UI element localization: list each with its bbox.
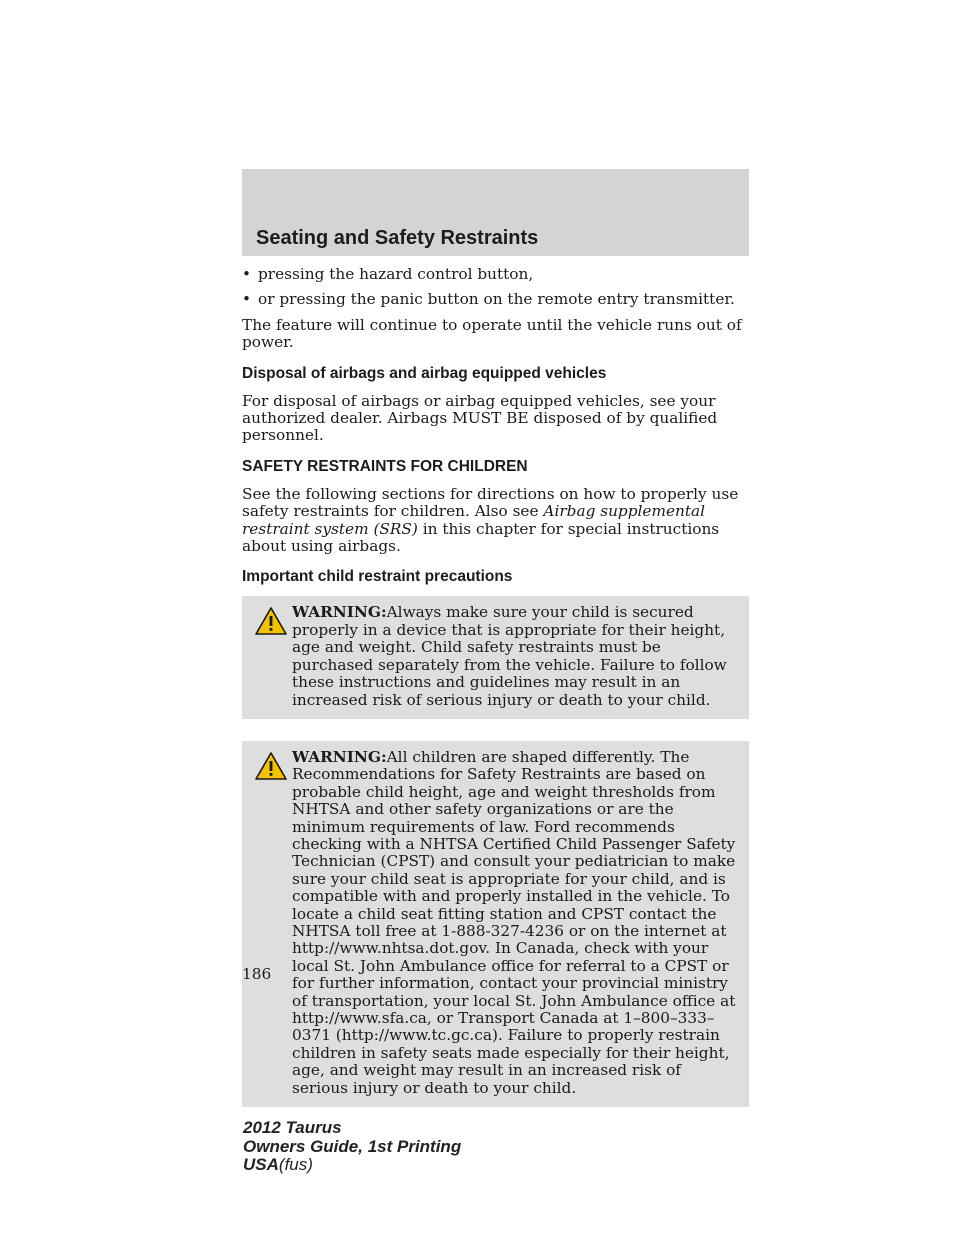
- disposal-paragraph: For disposal of airbags or airbag equipped vehicles, see your authorized dealer. Airbags MUST BE disposed of by qualified personnel.: [242, 391, 718, 445]
- child-restraints-text-start: See the following sections for directions on how to properly use safety restraints for children. Also see: [242, 484, 739, 521]
- bullet-item: [242, 266, 749, 283]
- bullet-text: or pressing the panic button on the remote entry transmitter.: [258, 290, 735, 309]
- warning-triangle-icon: [254, 606, 288, 636]
- section-title: Seating and Safety Restraints: [256, 227, 539, 249]
- bullet-text: pressing the hazard control button,: [258, 265, 534, 283]
- child-restraints-text-end: in this chapter for special instructions about using airbags.: [242, 519, 720, 556]
- warning-label: WARNING:: [292, 747, 387, 766]
- bullet-mark: •: [242, 290, 252, 309]
- footer-model: 2012 Taurus: [243, 1118, 342, 1137]
- disposal-heading: Disposal of airbags and airbag equipped vehicles: [242, 364, 607, 382]
- footer-market-main: USA: [243, 1155, 279, 1174]
- warning-text: [242, 749, 741, 1097]
- warning-box: [242, 596, 749, 718]
- footer-market-suffix: (fus): [278, 1155, 313, 1174]
- footer-guide: Owners Guide, 1st Printing: [243, 1136, 462, 1156]
- warning-body: All children are shaped differently. The Recommendations for Safety Restraints are based on probable child height, age and weight thresholds from NHTSA and other safety organizations or are the minimum requirements of law. Ford recommends checking with a NHTSA Certified Child Passenger Safety Technician (CPST) and consult your pediatrician to make sure your child seat is appropriate for your child, and is compatible with and properly installed in the vehicle. To locate a child seat fitting station and CPST contact the NHTSA toll free at 1-888-327-4236 or on the internet at http://www.nhtsa.dot.gov. In Canada, check with your local St. John Ambulance office for referral to a CPST or for further information, contact your provincial ministry of transportation, your local St. John Ambulance office at http://www.sfa.ca, or Transport Canada at 1–800–333–0371 (http://www.tc.gc.ca). Failure to properly restrain children in safety seats made especially for their height, age, and weight may result in an increased risk of serious injury or death to your child.: [292, 747, 736, 1097]
- child-restraints-paragraph: [242, 486, 749, 556]
- page-number: 186: [242, 965, 272, 983]
- footer-market: [243, 1156, 461, 1175]
- warning-body: Always make sure your child is secured properly in a device that is appropriate for their height, age and weight. Child safety restraints must be purchased separately from the vehicle. Failure to follow these instructions and guidelines may result in an increased risk of serious injury or death to your child.: [292, 603, 727, 709]
- feature-paragraph: The feature will continue to operate until the vehicle runs out of power.: [242, 315, 742, 352]
- section-header-band: [242, 169, 749, 256]
- srs-reference: Airbag supplemental restraint system (SRS): [242, 502, 706, 538]
- child-restraints-heading: SAFETY RESTRAINTS FOR CHILDREN: [242, 457, 528, 475]
- warning-triangle-icon: [254, 751, 288, 781]
- page-content: [242, 266, 749, 1129]
- warning-text: [242, 604, 741, 708]
- print-footer: [243, 1119, 461, 1175]
- warning-label: WARNING:: [292, 603, 387, 622]
- bullet-mark: •: [242, 265, 252, 283]
- bullet-item: [242, 291, 749, 308]
- warning-box: [242, 741, 749, 1107]
- precautions-heading: Important child restraint precautions: [242, 568, 513, 586]
